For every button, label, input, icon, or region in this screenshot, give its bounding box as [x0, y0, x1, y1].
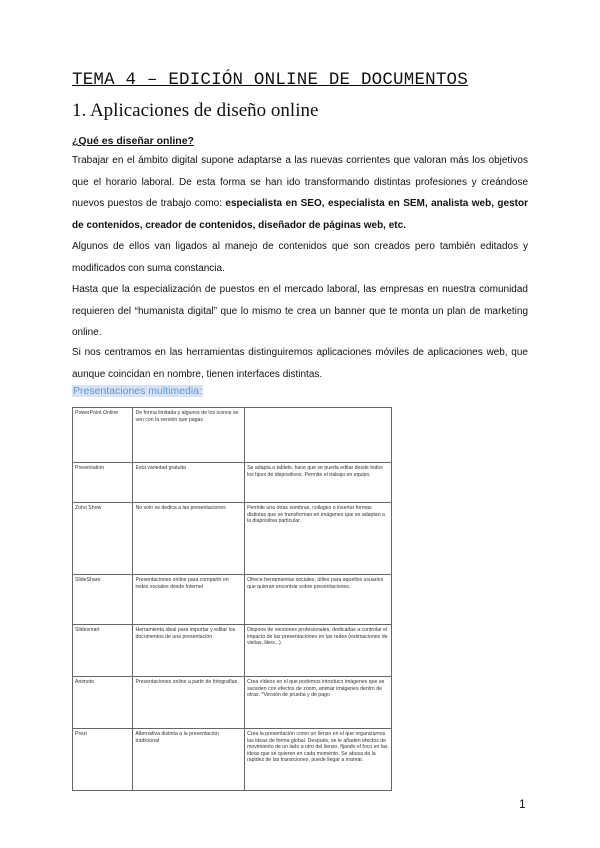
paragraph-1-text: Trabajar en el ámbito digital supone adaptarse a las nuevas corrientes que valoran más los objetivos que el horario laboral. De esta forma se han ido transformando distintas profesiones y creándose nuevos puestos de trabajo como: [72, 155, 528, 209]
table-row [73, 625, 392, 677]
table-row [73, 463, 392, 503]
paragraph-3: Hasta que la especialización de puestos en el mercado laboral, las empresas en nuestra comunidad requieren del “humanista digital” que lo mismo te crea un banner que te monta un plan de marketing online. [72, 284, 528, 338]
table-cell-desc: Esta variedad gratuita [133, 463, 245, 503]
table-row [73, 729, 392, 791]
table-cell-name: Zoho Show [73, 503, 133, 575]
table-cell-name: Presentation [73, 463, 133, 503]
table-row [73, 503, 392, 575]
table-cell-desc: Presentaciones online a partir de fotografías [133, 677, 245, 729]
highlighted-heading: Presentaciones multimedia: [73, 385, 202, 397]
table-cell-notes: Se adapta a tablets, hace que se pueda editar desde todos los tipos de dispositivos. Permite el trabajo en equipo. [245, 463, 392, 503]
table-cell-desc: Herramienta ideal para importar y editar los documentos de una presentación [133, 625, 245, 677]
table-cell-name: PowerPoint Online [73, 408, 133, 463]
table-cell-notes: Crea la presentación como un lienzo en el que organizamos las ideas de forma global. Después, se le añaden efectos de movimiento de un lado a otro del lienzo, fijando el foco en las ideas que se quieren en cada momento. Se abusa de la rapidez de las transiciones, puede llegar a marear. [245, 729, 392, 791]
table-cell-notes: Permite una otras sombras, collages o insertar formas distintas que se transforman en imágenes que se adaptan a la diapositiva particular. [245, 503, 392, 575]
table-cell-notes: Dispone de versiones profesionales, dedicadas a controlar el impacto de las presentaciones en las redes (estimaciones de visitas, likes...). [245, 625, 392, 677]
table-cell-notes: Ofrece herramientas sociales, útiles para aquellos usuarios que quieran encontrar sobre presentaciones. [245, 575, 392, 625]
table-cell-name: Slidesmart [73, 625, 133, 677]
table-cell-desc: Alternativa distinta a la presentación tradicional [133, 729, 245, 791]
paragraph-4: Si nos centramos en las herramientas distinguiremos aplicaciones móviles de aplicaciones web, que aunque coincidan en nombre, tienen interfaces distintas. [72, 347, 528, 380]
table-cell-name: SlideShare [73, 575, 133, 625]
table-cell-desc: No solo se dedica a las presentaciones [133, 503, 245, 575]
document-title: TEMA 4 – EDICIÓN ONLINE DE DOCUMENTOS [72, 70, 468, 90]
paragraph-1-bold: especialista en SEO, especialista en SEM, analista web, gestor de contenidos, creador de contenidos, diseñador de páginas web, etc. [72, 198, 528, 231]
table-cell-desc: Presentaciones online para compartir en redes sociales desde Internet [133, 575, 245, 625]
presentations-table [72, 407, 392, 791]
table-row [73, 677, 392, 729]
paragraph-2: Algunos de ellos van ligados al manejo de contenidos que son creados pero también editados y modificados con suma constancia. [72, 241, 528, 274]
section-heading: 1. Aplicaciones de diseño online [72, 100, 319, 121]
subheading: ¿Qué es diseñar online? [72, 135, 194, 147]
table-cell-desc: De forma limitada y algunos de los iconos se ven con la versión que pagas [133, 408, 245, 463]
table-cell-notes: Crea vídeos en el que podemos introducir imágenes que se suceden con efectos de zoom, animar imágenes dentro de otras. *Versión de prueba y de pago [245, 677, 392, 729]
table-cell-notes [245, 408, 392, 463]
table-row [73, 408, 392, 463]
table-row [73, 575, 392, 625]
table-cell-name: Prezi [73, 729, 133, 791]
table-cell-name: Animoto [73, 677, 133, 729]
paragraph-1 [72, 150, 528, 236]
page-number: 1 [519, 797, 526, 811]
